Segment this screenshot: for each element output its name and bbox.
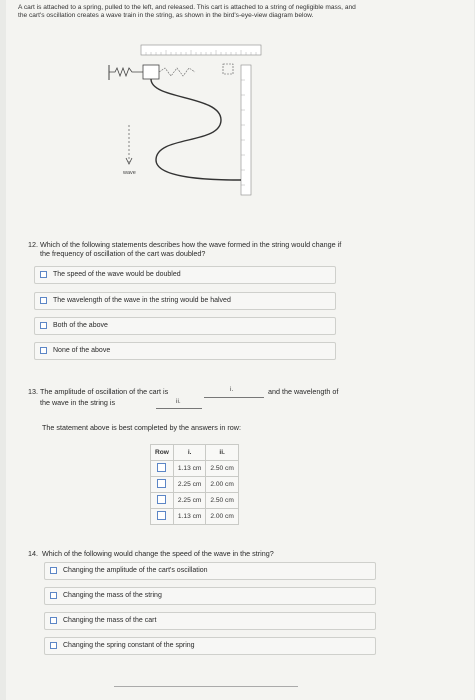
cell-ii: 2.50 cm xyxy=(206,461,238,477)
table-header: ii. xyxy=(206,445,238,461)
cell-ii: 2.00 cm xyxy=(206,509,238,525)
q14-option-3[interactable] xyxy=(44,612,376,630)
spring xyxy=(109,68,143,76)
q14-number: 14. xyxy=(28,549,38,558)
option-label: The wavelength of the wave in the string would be halved xyxy=(53,297,231,304)
table-row[interactable] xyxy=(151,477,239,493)
cell-i: 1.13 cm xyxy=(173,509,205,525)
q14-option-2[interactable] xyxy=(44,587,376,605)
q13-line2: the wave in the string is xyxy=(40,398,116,407)
table-row[interactable] xyxy=(151,509,239,525)
checkbox[interactable] xyxy=(40,322,47,329)
cart-spring-wave-diagram xyxy=(101,40,271,240)
checkbox[interactable] xyxy=(50,617,57,624)
row-checkbox[interactable] xyxy=(157,479,166,488)
option-label: Changing the spring constant of the spring xyxy=(63,642,195,649)
q13-blank-2-label: ii. xyxy=(176,398,181,405)
q14-option-1[interactable] xyxy=(44,562,376,580)
q13-answer-table xyxy=(150,444,239,525)
q13-blank-1 xyxy=(204,397,264,398)
table-header: Row xyxy=(151,445,174,461)
checkbox[interactable] xyxy=(50,592,57,599)
option-label: Changing the mass of the string xyxy=(63,592,162,599)
q12-number: 12. xyxy=(28,240,38,249)
side-ruler xyxy=(241,65,251,195)
option-label: Both of the above xyxy=(53,322,108,329)
table-row[interactable] xyxy=(151,461,239,477)
q14-option-4[interactable] xyxy=(44,637,376,655)
q12-option-1[interactable] xyxy=(34,266,336,284)
option-label: None of the above xyxy=(53,347,111,354)
row-checkbox[interactable] xyxy=(157,463,166,472)
cell-ii: 2.50 cm xyxy=(206,493,238,509)
row-checkbox[interactable] xyxy=(157,495,166,504)
option-label: Changing the mass of the cart xyxy=(63,617,157,624)
q13-line1: The amplitude of oscillation of the cart is xyxy=(40,387,169,396)
row-checkbox[interactable] xyxy=(157,511,166,520)
q13-line1b: and the wavelength of xyxy=(268,387,339,396)
wave-curve xyxy=(151,79,241,180)
cell-ii: 2.00 cm xyxy=(206,477,238,493)
q12-option-4[interactable] xyxy=(34,342,336,360)
q14-text: Which of the following would change the speed of the wave in the string? xyxy=(42,549,274,558)
q12-text: Which of the following statements describes how the wave formed in the string would change if the frequency of oscillation of the cart was doubled? xyxy=(40,240,342,258)
q13-number: 13. xyxy=(28,387,38,396)
option-label: Changing the amplitude of the cart's oscillation xyxy=(63,567,208,574)
cell-i: 2.25 cm xyxy=(173,477,205,493)
option-label: The speed of the wave would be doubled xyxy=(53,271,181,278)
checkbox[interactable] xyxy=(50,642,57,649)
q12-option-2[interactable] xyxy=(34,292,336,310)
q13-blank-2 xyxy=(156,408,202,409)
q13-prompt: The statement above is best completed by the answers in row: xyxy=(42,423,241,432)
q12-option-3[interactable] xyxy=(34,317,336,335)
table-header: i. xyxy=(173,445,205,461)
cart xyxy=(143,65,159,79)
bottom-divider xyxy=(114,686,298,687)
wave-label: wave xyxy=(123,170,136,176)
worksheet-page xyxy=(6,0,474,700)
q13-blank-1-label: i. xyxy=(230,386,234,393)
intro-paragraph: A cart is attached to a spring, pulled to the left, and released. This cart is attached to a string of negligible mass, and the cart's oscillation creates a wave train in the string, as shown in the bird's-eye-view diagram below. xyxy=(18,4,356,20)
checkbox[interactable] xyxy=(50,567,57,574)
table-row[interactable] xyxy=(151,493,239,509)
checkbox[interactable] xyxy=(40,297,47,304)
cell-i: 2.25 cm xyxy=(173,493,205,509)
cell-i: 1.13 cm xyxy=(173,461,205,477)
checkbox[interactable] xyxy=(40,347,47,354)
checkbox[interactable] xyxy=(40,271,47,278)
